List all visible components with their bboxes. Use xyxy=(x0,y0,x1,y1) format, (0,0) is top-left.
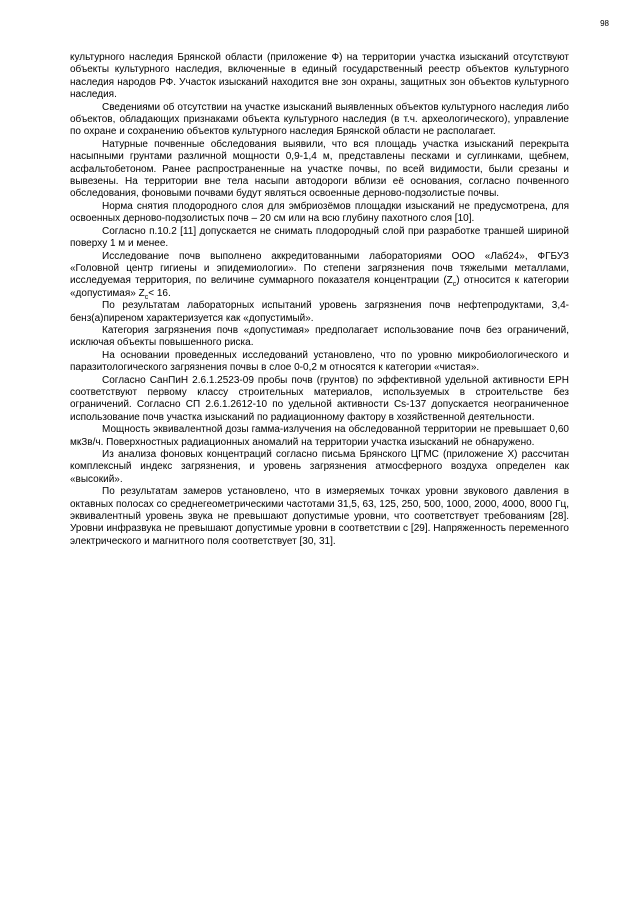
page-number: 98 xyxy=(600,19,609,28)
paragraph-gamma-radiation: Мощность эквивалентной дозы гамма-излучения на обследованной территории не превышает 0,60 мкЗв/ч. Поверхностных радиационных аномалий на территории участка изысканий не обнаружено. xyxy=(70,424,569,448)
paragraph-soil-survey: Натурные почвенные обследования выявили, что вся площадь участка изысканий перекрыта насыпными грунтами различной мощности 0,9-1,4 м, представлены песками и суглинками, щебнем, асфальтобетоном. Ранее распространенные на участке почвы, по всей видимости, были срезаны и вывезены. На территории вне тела насыпи автодороги вблизи её основания, согласно почвенного обследования, фоновыми почвами будут являться освоенные дерново-подзолистые почвы. xyxy=(70,138,569,200)
paragraph-radiological-activity: Согласно СанПиН 2.6.1.2523-09 пробы почв (грунтов) по эффективной удельной активности ЕРН соответствуют первому классу строительных материалов, используемых в строительстве без ограничений. Согласно СП 2.6.1.2612-10 по удельной активности Cs-137 допускается неограниченное использование почв участка изысканий по радиационному фактору в хозяйственной деятельности. xyxy=(70,374,569,423)
paragraph-air-pollution: Из анализа фоновых концентраций согласно письма Брянского ЦГМС (приложение Х) рассчитан комплексный индекс загрязнения, и уровень загрязнения атмосферного воздуха определен как «высокий». xyxy=(70,449,569,485)
soil-analysis-text-part-1: Исследование почв выполнено аккредитованными лабораториями ООО «Лаб24», ФГБУЗ «Головной центр гигиены и эпидемиологии». По степени загрязнения почв тяжелыми металлами, исследуемая территория, по величине суммарного показателя концентрации (Z xyxy=(70,250,569,287)
paragraph-physical-factors: По результатам замеров установлено, что в измеряемых точках уровни звукового давления в октавных полосах со среднегеометрическими частотами 31,5, 63, 125, 250, 500, 1000, 2000, 4000, 8000 Гц, эквивалентный уровень звука не превышают допустимые уровни, что соответствует требованиям [28]. Уровни инфразвука не превышают допустимые уровни в соответствии с [29]. Напряженность переменного электрического и магнитного поля соответствует [30, 31]. xyxy=(70,486,569,547)
soil-analysis-text-part-2: ) относится к категории «допустимая» Z xyxy=(70,275,570,299)
paragraph-microbiological-results: На основании проведенных исследований установлено, что по уровню микробиологического и паразитологического загрязнения почвы в слое 0-0,2 м относятся к категории «чистая». xyxy=(70,349,569,374)
paragraph-contamination-category: Категория загрязнения почв «допустимая» предполагает использование почв без ограничений, исключая объекты повышенного риска. xyxy=(70,324,569,349)
paragraph-petroleum-contamination: По результатам лабораторных испытаний уровень загрязнения почв нефтепродуктами, 3,4-бенз(а)пиреном характеризуется как «допустимый». xyxy=(70,300,569,324)
paragraph-heritage-information: Сведениями об отсутствии на участке изысканий выявленных объектов культурного наследия либо объектов, обладающих признаками объекта культурного наследия (в т.ч. археологического), управление по охране и сохранению объектов культурного наследия Брянской области не располагает. xyxy=(70,101,569,138)
paragraph-trench-exception: Согласно п.10.2 [11] допускается не снимать плодородный слой при разработке траншей шириной поверху 1 м и менее. xyxy=(70,225,569,250)
document-body xyxy=(70,52,569,548)
concentration-index-subscript: с xyxy=(452,281,457,289)
paragraph-cultural-heritage: культурного наследия Брянской области (приложение Ф) на территории участка изысканий отсутствуют объекты культурного наследия, включенные в единый государственный реестр объектов культурного наследия народов РФ. Участок изысканий находится вне зон охраны, защитных зон объектов культурного наследия. xyxy=(70,52,569,101)
concentration-limit-subscript: с xyxy=(144,293,149,301)
paragraph-topsoil-norm: Норма снятия плодородного слоя для эмбриозёмов площадки изысканий не предусмотрена, для освоенных дерново-подзолистых почв – 20 см или на всю глубину пахотного слоя [10]. xyxy=(70,200,569,225)
soil-analysis-text-part-3: < 16. xyxy=(148,287,171,299)
paragraph-soil-laboratory-analysis xyxy=(70,251,569,301)
